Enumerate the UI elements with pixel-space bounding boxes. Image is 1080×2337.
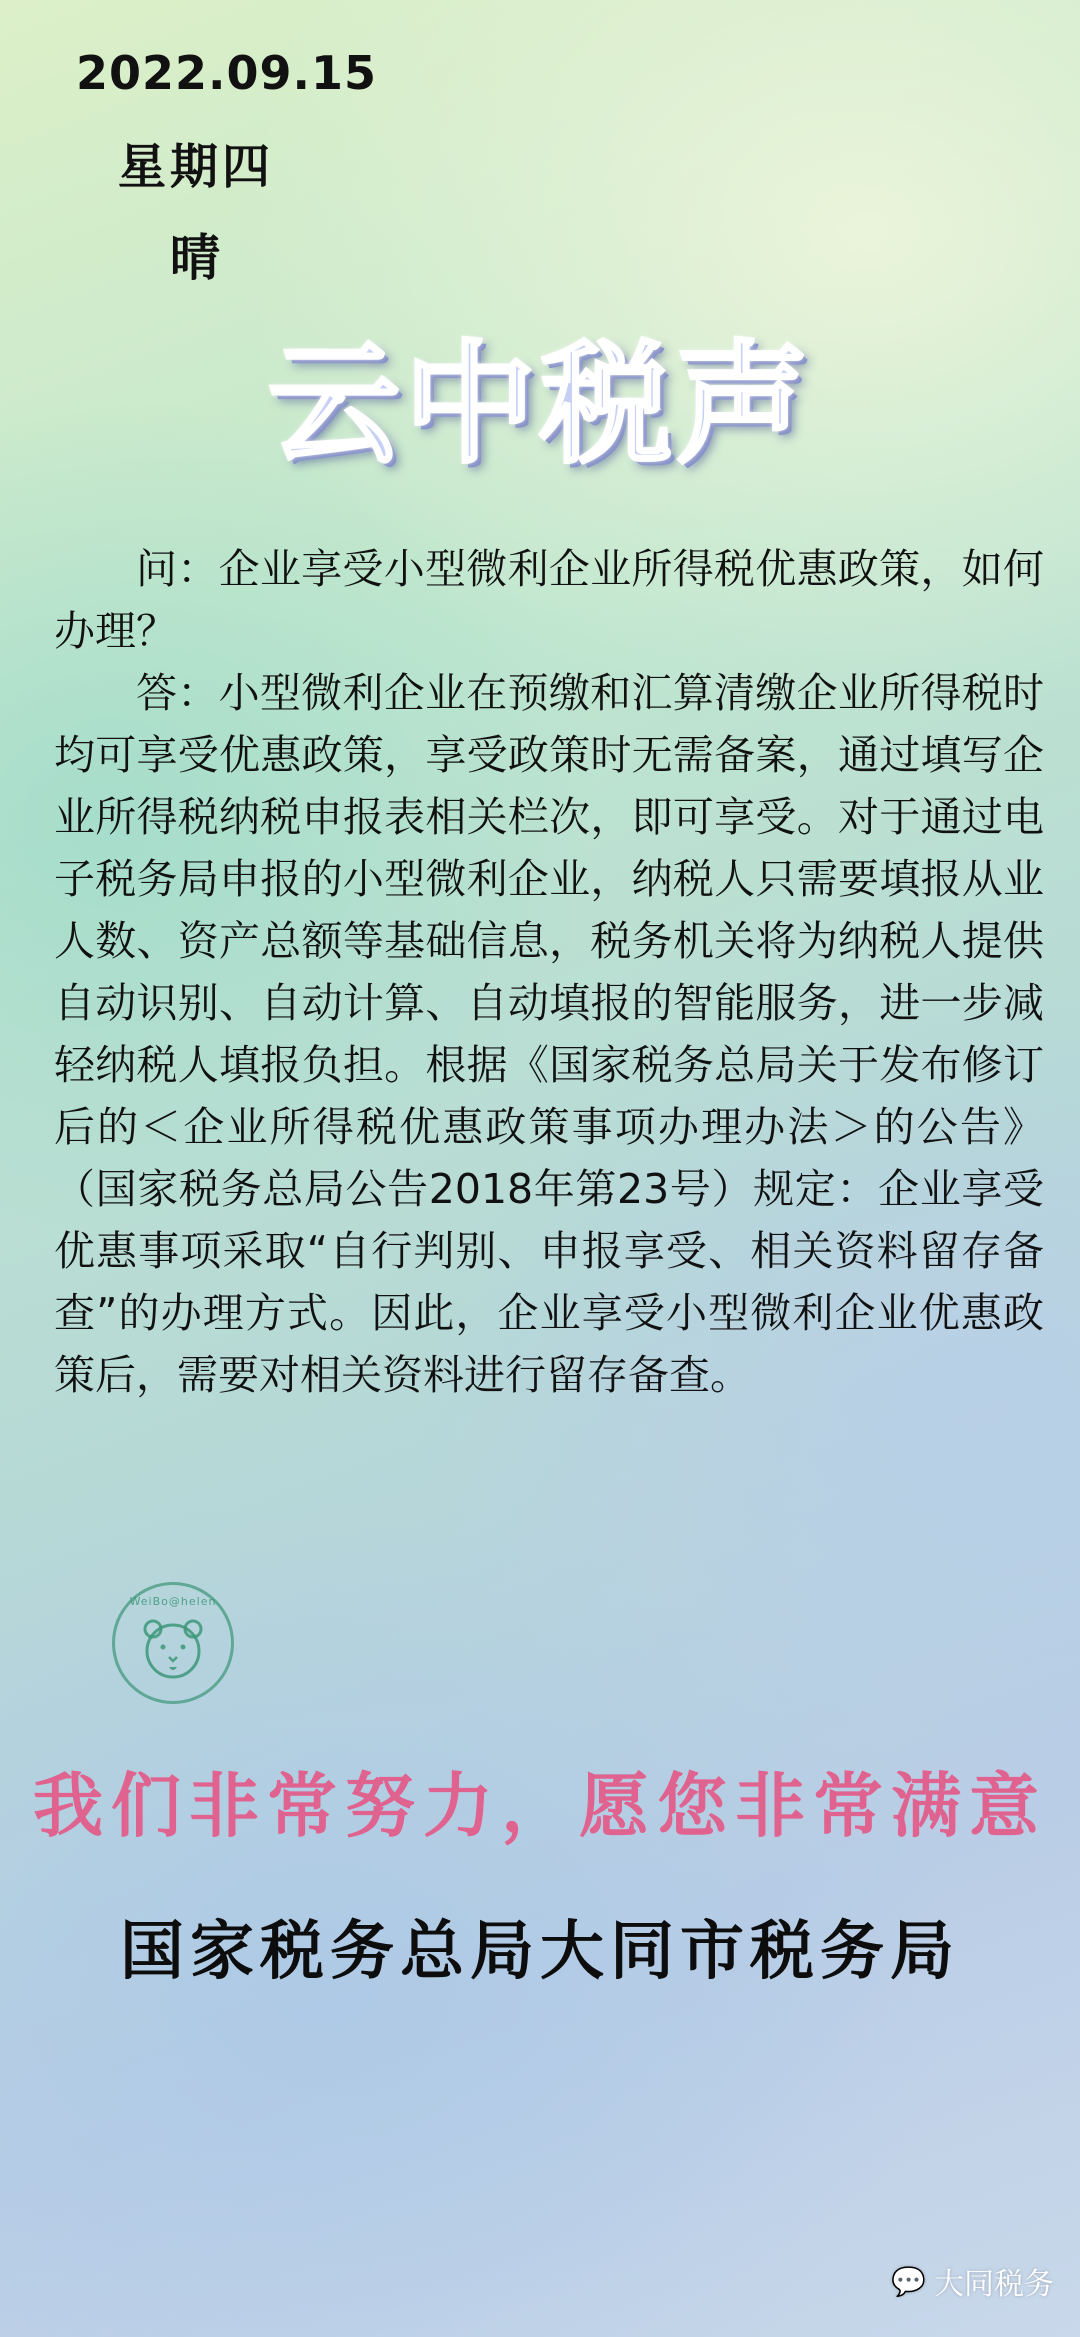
weather: 晴: [170, 228, 220, 287]
organization-name: 国家税务总局大同市税务局: [120, 1914, 960, 1989]
account-watermark: [891, 2259, 1054, 2303]
answer-paragraph: 答：小型微利企业在预缴和汇算清缴企业所得税时均可享受优惠政策，享受政策时无需备案，通过填写企业所得税纳税申报表相关栏次，即可享受。对于通过电子税务局申报的小型微利企业，纳税人只需要填报从业人数、资产总额等基础信息，税务机关将为纳税人提供自动识别、自动计算、自动填报的智能服务，进一步减轻纳税人填报负担。根据《国家税务总局关于发布修订后的＜企业所得税优惠政策事项办理办法＞的公告》（国家税务总局公告2018年第23号）规定：企业享受优惠事项采取“自行判别、申报享受、相关资料留存备查”的办理方式。因此，企业享受小型微利企业优惠政策后，需要对相关资料进行留存备查。: [54, 669, 1044, 1399]
watermark-text: 大同税务: [934, 2267, 1054, 2302]
bear-stamp: [112, 1582, 234, 1704]
weekday: 星期四: [118, 139, 275, 195]
article-body: [54, 538, 1044, 1406]
bear-face-icon: [125, 1595, 221, 1691]
question-paragraph: 问：企业享受小型微利企业所得税优惠政策，如何办理？: [54, 545, 1044, 655]
date: 2022.09.15: [76, 46, 378, 100]
stamp-text: WeiBo@helen: [129, 1595, 217, 1608]
slogan: 我们非常努力，愿您非常满意: [33, 1764, 1047, 1847]
page-title: 云中税声: [268, 328, 812, 482]
wechat-icon: 💬: [891, 2264, 926, 2298]
